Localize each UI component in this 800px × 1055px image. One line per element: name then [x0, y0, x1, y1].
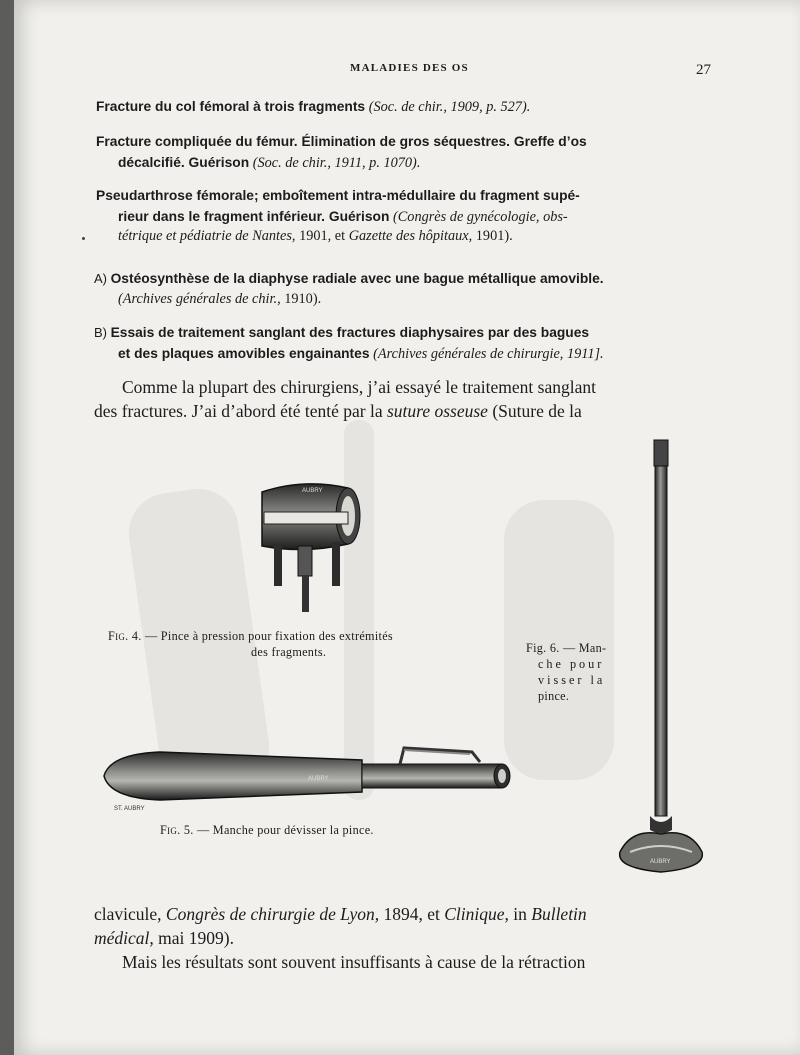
- engraving-label: AUBRY: [302, 488, 323, 494]
- figure-caption-text: — Pince à pression pour fixation des extrémités: [144, 629, 393, 643]
- figure-caption-text: des fragments.: [251, 645, 327, 659]
- clamp-illustration: [244, 478, 364, 618]
- book-page: [14, 0, 800, 1055]
- body-line: Comme la plupart des chirurgiens, j’ai essayé le traitement sanglant: [122, 377, 596, 397]
- engraving-label: AUBRY: [650, 859, 671, 865]
- figure-caption-text: Fig. 6. — Man-: [526, 641, 607, 655]
- figure-caption-text: visser la: [538, 673, 606, 687]
- entry-title: Fracture compliquée du fémur. Élimination de gros séquestres. Greffe d’os: [96, 134, 587, 149]
- entry-title: et des plaques amovibles engainantes: [118, 345, 370, 361]
- entry-reference: 1910).: [284, 290, 322, 307]
- figure-caption-text: pince.: [538, 689, 570, 703]
- engraving-label: AUBRY: [308, 776, 329, 782]
- entry-label: B): [94, 325, 107, 340]
- engraver-signature: ST. AUBRY: [114, 806, 145, 812]
- entry-title: décalcifié. Guérison: [118, 154, 250, 170]
- entry-title: Fracture du col fémoral à trois fragments: [96, 99, 366, 114]
- screwdriver-illustration: [100, 740, 516, 814]
- figure-label: Fig. 5.: [160, 823, 194, 837]
- entry-title: Pseudarthrose fémorale; emboîtement intra-médullaire du fragment supé-: [96, 188, 580, 203]
- fig4-caption: [108, 628, 518, 660]
- body-line: médical, mai 1909).: [94, 928, 234, 948]
- entry-label: A): [94, 271, 107, 286]
- body-line: Mais les résultats sont souvent insuffisants à cause de la rétraction: [122, 952, 586, 972]
- fig5-caption: [160, 822, 374, 838]
- entry-reference: (Archives générales de chir.,: [118, 290, 281, 307]
- entry-title: Essais de traitement sanglant des fractures diaphysaires par des bagues: [110, 325, 590, 340]
- body-line: clavicule, Congrès de chirurgie de Lyon, 1894, et Clinique, in Bulletin: [94, 904, 587, 924]
- entry-reference: 1901).: [475, 228, 513, 244]
- entry-3: [96, 186, 580, 247]
- entry-reference: 1901, et: [299, 228, 346, 244]
- entry-2: [96, 132, 587, 173]
- body-line: des fractures. J’ai d’abord été tenté par la suture osseuse (Suture de la: [94, 401, 582, 421]
- entry-reference: (Soc. de chir., 1909, p. 527).: [368, 99, 531, 115]
- entry-1: [96, 97, 530, 118]
- entry-b: [94, 323, 604, 364]
- entry-reference: (Soc. de chir., 1911, p. 1070).: [252, 154, 421, 171]
- entry-reference: tétrique et pédiatrie de Nantes,: [118, 228, 296, 244]
- margin-mark: [82, 237, 85, 240]
- body-paragraph-1: [94, 375, 714, 423]
- page-number: 27: [696, 62, 711, 78]
- entry-title: Ostéosynthèse de la diaphyse radiale avec une bague métallique amovible.: [110, 271, 604, 286]
- figure-caption-text: che pour: [538, 657, 605, 671]
- entry-a: [94, 269, 604, 309]
- entry-title: rieur dans le fragment inférieur. Guérison: [118, 208, 390, 224]
- figure-caption-text: — Manche pour dévisser la pince.: [196, 823, 374, 837]
- fig6-caption: [526, 640, 626, 704]
- entry-reference: Gazette des hôpitaux,: [348, 228, 473, 244]
- entry-reference: (Archives générales de chirurgie, 1911].: [373, 345, 604, 362]
- entry-reference: (Congrès de gynécologie, obs-: [393, 208, 568, 225]
- figure-label: Fig. 4.: [108, 629, 142, 643]
- body-paragraph-2: [94, 902, 714, 974]
- running-head: MALADIES DES OS: [350, 62, 469, 74]
